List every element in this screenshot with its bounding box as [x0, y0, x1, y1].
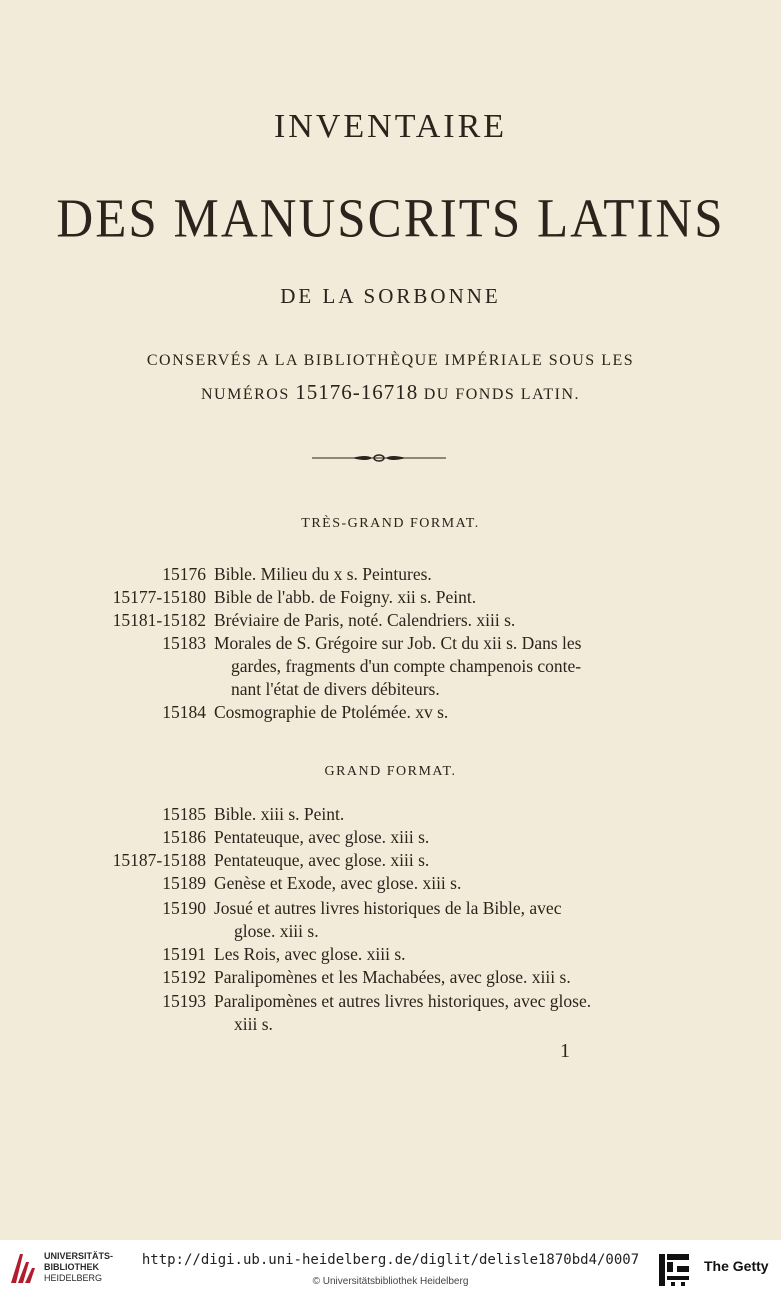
entry-text: Bible. xiii s. Peint.	[214, 804, 345, 824]
entry-text: Pentateuque, avec glose. xiii s.	[214, 850, 430, 870]
entry-text: Bible. Milieu du x s. Peintures.	[214, 564, 432, 584]
entry-text: Bible de l'abb. de Foigny. xii s. Peint.	[214, 587, 477, 607]
entry-number: 15191	[162, 944, 206, 964]
section-heading-grand: GRAND FORMAT.	[324, 764, 457, 779]
entry-number: 15189	[162, 873, 206, 893]
getty-label: The Getty	[704, 1258, 769, 1274]
entry-text: Bréviaire de Paris, noté. Calendriers. xiii s.	[214, 610, 516, 630]
entry-text: Genèse et Exode, avec glose. xiii s.	[214, 873, 462, 893]
entry-continuation: xiii s.	[234, 1014, 273, 1034]
entry-number: 15185	[162, 804, 206, 824]
entry-number: 15176	[162, 564, 206, 584]
section-heading-tres-grand: TRÈS-GRAND FORMAT.	[301, 516, 480, 531]
ornament-divider	[312, 452, 446, 464]
entry-number: 15187-15188	[112, 850, 206, 870]
subtitle-number-range: 15176-16718	[295, 380, 419, 404]
page-number: 1	[560, 1040, 570, 1062]
entry-text: Les Rois, avec glose. xiii s.	[214, 944, 406, 964]
subtitle-line-1: CONSERVÉS A LA BIBLIOTHÈQUE IMPÉRIALE SOUS LES	[146, 352, 635, 369]
permalink-url[interactable]: http://digi.ub.uni-heidelberg.de/diglit/delisle1870bd4/0007	[141, 1252, 640, 1268]
viewer-footer	[0, 1240, 781, 1298]
entry-text: Morales de S. Grégoire sur Job. Ct du xii s. Dans les	[214, 633, 582, 653]
copyright-notice: © Universitätsbibliothek Heidelberg	[312, 1276, 469, 1287]
entry-number: 15192	[162, 967, 206, 987]
title-line-2: DES MANUSCRITS LATINS	[56, 188, 725, 250]
entry-text: Paralipomènes et autres livres historiques, avec glose.	[214, 991, 592, 1011]
entry-number: 15193	[162, 991, 206, 1011]
entry-number: 15186	[162, 827, 206, 847]
entry-text: Paralipomènes et les Machabées, avec glose. xiii s.	[214, 967, 571, 987]
entry-number: 15177-15180	[112, 587, 206, 607]
entry-text: Pentateuque, avec glose. xiii s.	[214, 827, 430, 847]
entry-number: 15183	[162, 633, 206, 653]
subtitle-line-2	[0, 380, 781, 405]
entry-number: 15190	[162, 898, 206, 918]
entry-continuation: gardes, fragments d'un compte champenois conte-	[231, 656, 582, 676]
subtitle-pre: NUMÉROS	[200, 386, 290, 403]
entry-continuation: nant l'état de divers débiteurs.	[231, 679, 440, 699]
subtitle-post: DU FONDS LATIN.	[423, 386, 580, 403]
title-line-3: DE LA SORBONNE	[280, 284, 501, 308]
getty-logo-icon	[657, 1252, 691, 1288]
entry-text: Cosmographie de Ptolémée. xv s.	[214, 702, 449, 722]
entry-continuation: glose. xiii s.	[234, 921, 319, 941]
university-library-name: UNIVERSITÄTS- BIBLIOTHEK HEIDELBERG	[44, 1251, 114, 1283]
entry-text: Josué et autres livres historiques de la Bible, avec	[214, 898, 562, 918]
title-line-1: INVENTAIRE	[273, 108, 508, 145]
entry-number: 15181-15182	[112, 610, 206, 630]
entry-number: 15184	[162, 702, 206, 722]
